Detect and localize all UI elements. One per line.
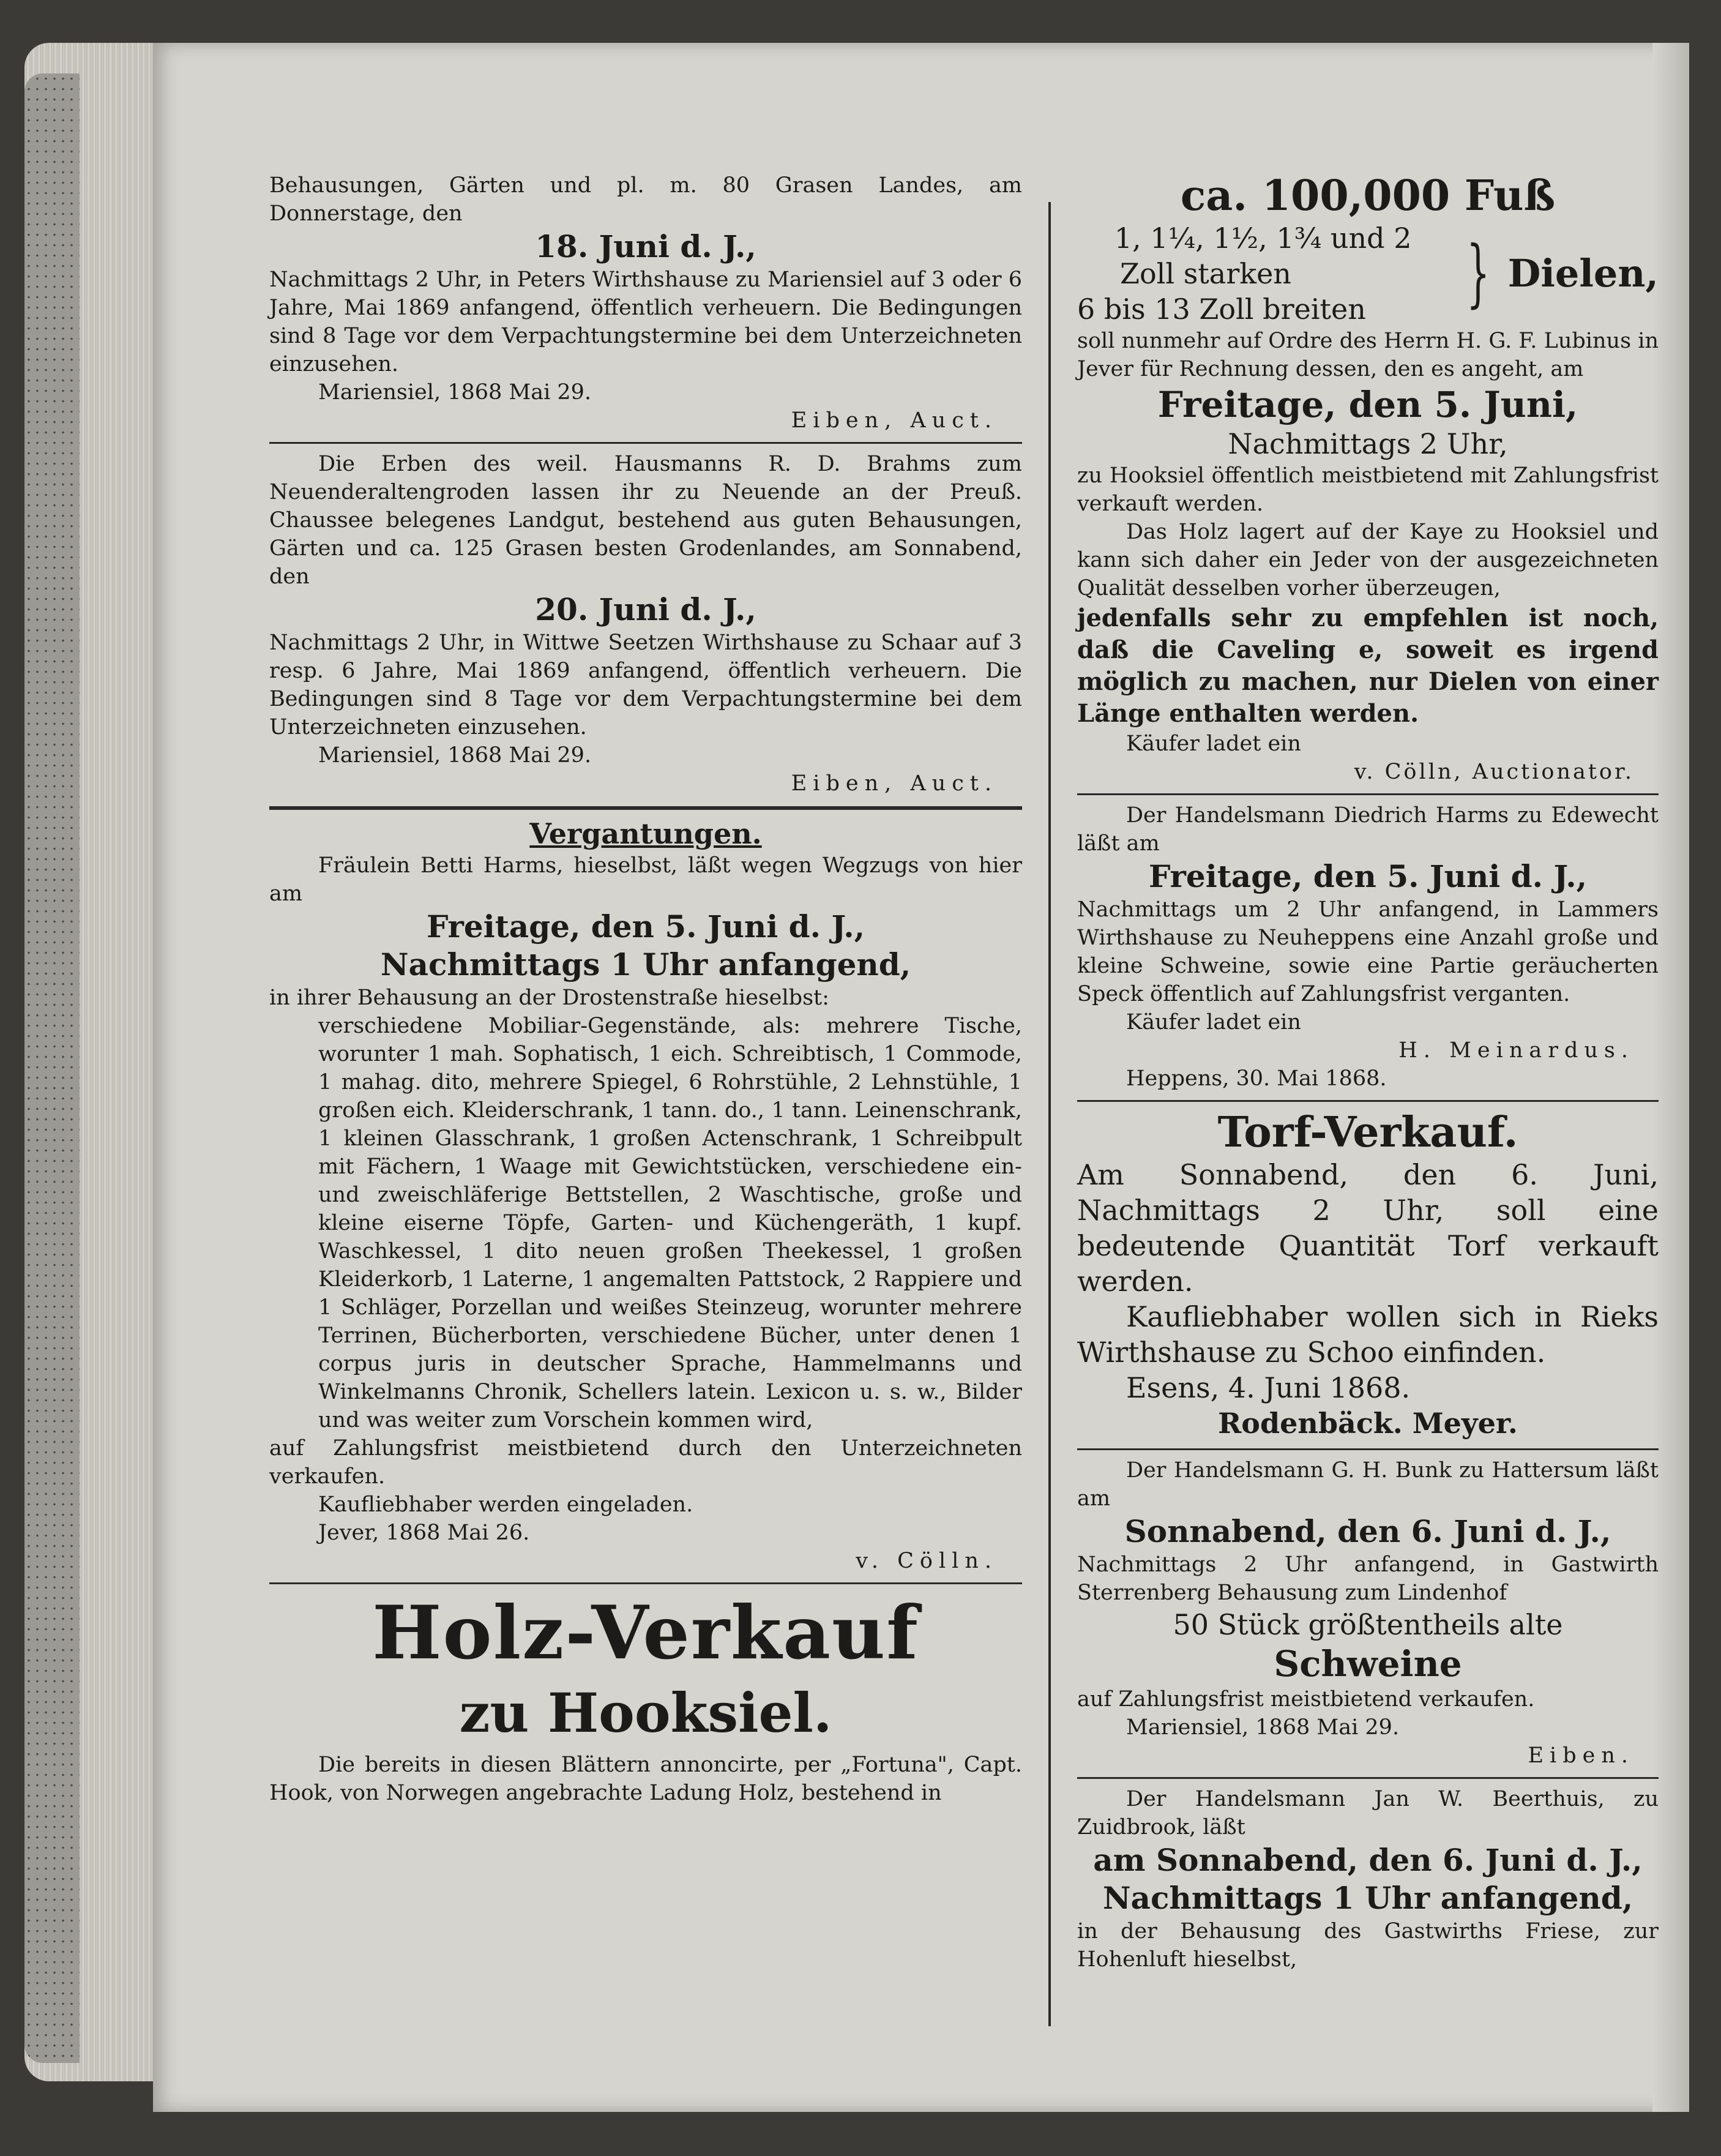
ad-auction-harms-invite: Kaufliebhaber werden eingeladen. [318, 1492, 693, 1517]
ad-auction-harms-date: Freitage, den 5. Juni d. J., [426, 908, 865, 945]
dielen-title: ca. 100,000 Fuß [1180, 171, 1556, 220]
dielen-invite: Käufer ladet ein [1126, 732, 1301, 756]
ad-auction-harms [269, 816, 1022, 1575]
schweine-harms-lead: Der Handelsmann Diedrich Harms zu Edewecht läßt am [1077, 803, 1659, 856]
torf-body2: Kaufliebhaber wollen sich in Rieks Wirthshause zu Schoo einfinden. [1077, 1300, 1659, 1369]
dielen-time: Nachmittags 2 Uhr, [1228, 427, 1508, 460]
ad-auction-harms-where: in ihrer Behausung an der Drostenstraße hieselbst: [269, 986, 829, 1010]
dielen-sizes: 1, 1¼, 1½, 1¾ und 2 [1114, 222, 1412, 255]
ad-auction-harms-lead: Fräulein Betti Harms, hieselbst, läßt wegen Wegzugs von hier am [269, 853, 1022, 906]
schweine-harms-body: Nachmittags um 2 Uhr anfangend, in Lammers Wirthshause zu Neuheppens eine Anzahl große und kleine Schweine, sowie eine Partie geräucherten Speck öffentlich auf Zahlungsfrist verganten. [1077, 897, 1659, 1006]
dielen-spec-lines [1077, 220, 1449, 327]
ad-lease-2-date: 20. Juni d. J., [535, 591, 756, 627]
ad-lease-1-lead: Behausungen, Gärten und pl. m. 80 Grasen Landes, am Donnerstage, den [269, 173, 1022, 226]
dielen-body1: soll nunmehr auf Ordre des Herrn H. G. F. Lubinus in Jever für Rechnung dessen, den es angeht, am [1077, 329, 1659, 381]
holz-verkauf-body: Die bereits in diesen Blättern annoncirte, per „Fortuna", Capt. Hook, von Norwegen angebrachte Ladung Holz, bestehend in [269, 1753, 1022, 1805]
ad-auction-harms-tail: auf Zahlungsfrist meistbietend durch den Unterzeichneten verkaufen. [269, 1436, 1022, 1489]
schweine-harms-signature: H. Meinardus. [1398, 1038, 1634, 1063]
rule [1077, 793, 1659, 795]
ad-lease-1-body: Nachmittags 2 Uhr, in Peters Wirthshause zu Mariensiel auf 3 oder 6 Jahre, Mai 1869 anfangend, öffentlich verheuern. Die Bedingungen sind 8 Tage vor dem Verpachtungstermine bei dem Unterzeichneten einzusehen. [269, 268, 1022, 376]
schweine-harms-date: Freitage, den 5. Juni d. J., [1148, 858, 1588, 894]
rule [1077, 1448, 1659, 1450]
torf-signature: Rodenbäck. Meyer. [1218, 1407, 1518, 1440]
ad-torf-verkauf [1077, 1108, 1659, 1441]
schweine-bunk-place: Mariensiel, 1868 Mai 29. [1126, 1715, 1400, 1740]
holz-verkauf-subtitle: zu Hooksiel. [459, 1681, 832, 1745]
holz-verkauf-title: Holz-Verkauf [372, 1590, 919, 1676]
torf-body: Am Sonnabend, den 6. Juni, Nachmittags 2 Uhr, soll eine bedeutende Quantität Torf verkauft werden. [1077, 1158, 1659, 1298]
schweine-harms-place: Heppens, 30. Mai 1868. [1126, 1066, 1387, 1091]
dielen-thick: Zoll starken [1120, 257, 1291, 290]
beerthuis-time: Nachmittags 1 Uhr anfangend, [1102, 1880, 1633, 1916]
ad-schweine-bunk [1077, 1456, 1659, 1770]
schweine-bunk-lead: Der Handelsmann G. H. Bunk zu Hattersum läßt am [1077, 1458, 1659, 1511]
ad-lease-2-place: Mariensiel, 1868 Mai 29. [318, 743, 592, 768]
dielen-body3: Das Holz lagert auf der Kaye zu Hooksiel und kann sich daher ein Jeder von der ausgezeichneten Qualität desselben vorher überzeugen, [1077, 520, 1659, 601]
section-heading: Vergantungen. [529, 817, 762, 850]
dielen-word: Dielen, [1507, 251, 1659, 296]
ad-lease-2-body: Nachmittags 2 Uhr, in Wittwe Seetzen Wirthshause zu Schaar auf 3 resp. 6 Jahre, Mai 1869 anfangend, öffentlich verheuern. Die Bedingungen sind 8 Tage vor dem Verpachtungstermine bei dem Unterzeichneten einzusehen. [269, 631, 1022, 739]
dielen-bold-note: jedenfalls sehr zu empfehlen ist noch, daß die Caveling e, soweit es irgend möglich zu machen, nur Dielen von einer Länge enthalten werden. [1077, 604, 1659, 728]
beerthuis-lead: Der Handelsmann Jan W. Beerthuis, zu Zuidbrook, läßt [1077, 1787, 1659, 1840]
ad-lease-1 [269, 171, 1022, 435]
ad-dielen [1077, 171, 1659, 786]
left-column [269, 171, 1022, 1807]
schweine-bunk-count: 50 Stück größtentheils alte [1173, 1608, 1563, 1641]
ad-auction-harms-time: Nachmittags 1 Uhr anfangend, [380, 946, 911, 983]
ad-lease-1-date: 18. Juni d. J., [535, 228, 756, 264]
ad-lease-2-lead: Die Erben des weil. Hausmanns R. D. Brahms zum Neuenderaltengroden lassen ihr zu Neuende an der Preuß. Chaussee belegenes Landgut, bestehend aus guten Behausungen, Gärten und ca. 125 Grasen besten Grodenlandes, am Sonnabend, den [269, 452, 1022, 589]
beerthuis-date: am Sonnabend, den 6. Juni d. J., [1093, 1842, 1643, 1878]
ad-auction-harms-signature: v. Cölln. [856, 1549, 998, 1573]
rule [269, 442, 1022, 444]
schweine-bunk-item: Schweine [1274, 1643, 1462, 1685]
ad-lease-2 [269, 450, 1022, 798]
ad-holz-verkauf [269, 1590, 1022, 1807]
dielen-wide: 6 bis 13 Zoll breiten [1077, 293, 1366, 326]
book-speckled-edge [24, 73, 80, 2063]
dielen-spec [1077, 220, 1659, 327]
ad-lease-1-place: Mariensiel, 1868 Mai 29. [318, 380, 592, 405]
torf-place: Esens, 4. Juni 1868. [1126, 1371, 1411, 1404]
schweine-bunk-body: Nachmittags 2 Uhr anfangend, in Gastwirth Sterrenberg Behausung zum Lindenhof [1077, 1552, 1659, 1605]
right-column [1077, 171, 1659, 1974]
beerthuis-body: in der Behausung des Gastwirths Friese, zur Hohenluft hieselbst, [1077, 1919, 1659, 1972]
rule [269, 1582, 1022, 1584]
ad-auction-harms-place: Jever, 1868 Mai 26. [318, 1521, 530, 1545]
thick-rule [269, 806, 1022, 810]
torf-title: Torf-Verkauf. [1217, 1108, 1518, 1157]
schweine-bunk-date: Sonnabend, den 6. Juni d. J., [1124, 1513, 1611, 1549]
schweine-bunk-tail: auf Zahlungsfrist meistbietend verkaufen. [1077, 1687, 1535, 1712]
schweine-bunk-signature: Eiben. [1528, 1743, 1634, 1768]
ad-lease-1-signature: Eiben, Auct. [791, 408, 998, 433]
dielen-signature: v. Cölln, Auctionator. [1354, 760, 1634, 784]
ad-auction-harms-items: verschiedene Mobiliar-Gegenstände, als: mehrere Tische, worunter 1 mah. Sophatisch, 1 eich. Schreibtisch, 1 Commode, 1 mahag. dito, mehrere Spiegel, 6 Rohrstühle, 2 Lehnstühle, 1 großen eich. Kleiderschrank, 1 tann. do., 1 tann. Leinenschrank, 1 kleinen Glasschrank, 1 großen Actenschrank, 1 Schreibpult mit Fächern, 1 Waage mit Gewichtstücken, verschiedene ein- und zweischläferige Bettstellen, 2 Waschtische, große und kleine eiserne Töpfe, Garten- und Küchengeräth, 1 kupf. Waschkessel, 1 dito neuen großen Theekessel, 1 großen Kleiderkorb, 1 Laterne, 1 angemalten Pattstock, 2 Rappiere und 1 Schläger, Porzellan und weißes Steinzeug, worunter mehrere Terrinen, Bücherborten, verschiedene Bücher, unter denen 1 corpus juris in deutscher Sprache, Hammelmanns und Winkelmanns Chronik, Schellers latein. Lexicon u. s. w., Bilder und was weiter zum Vorschein kommen wird, [318, 1014, 1022, 1432]
ad-beerthuis [1077, 1785, 1659, 1974]
ad-lease-2-signature: Eiben, Auct. [791, 771, 998, 796]
schweine-harms-invite: Käufer ladet ein [1126, 1010, 1301, 1035]
rule [1077, 1100, 1659, 1102]
brace-glyph: } [1466, 231, 1490, 316]
dielen-body2: zu Hooksiel öffentlich meistbietend mit Zahlungsfrist verkauft werden. [1077, 463, 1659, 516]
rule [1077, 1777, 1659, 1779]
ad-schweine-harms [1077, 801, 1659, 1093]
dielen-date: Freitage, den 5. Juni, [1157, 384, 1578, 425]
column-divider [1048, 202, 1051, 2026]
